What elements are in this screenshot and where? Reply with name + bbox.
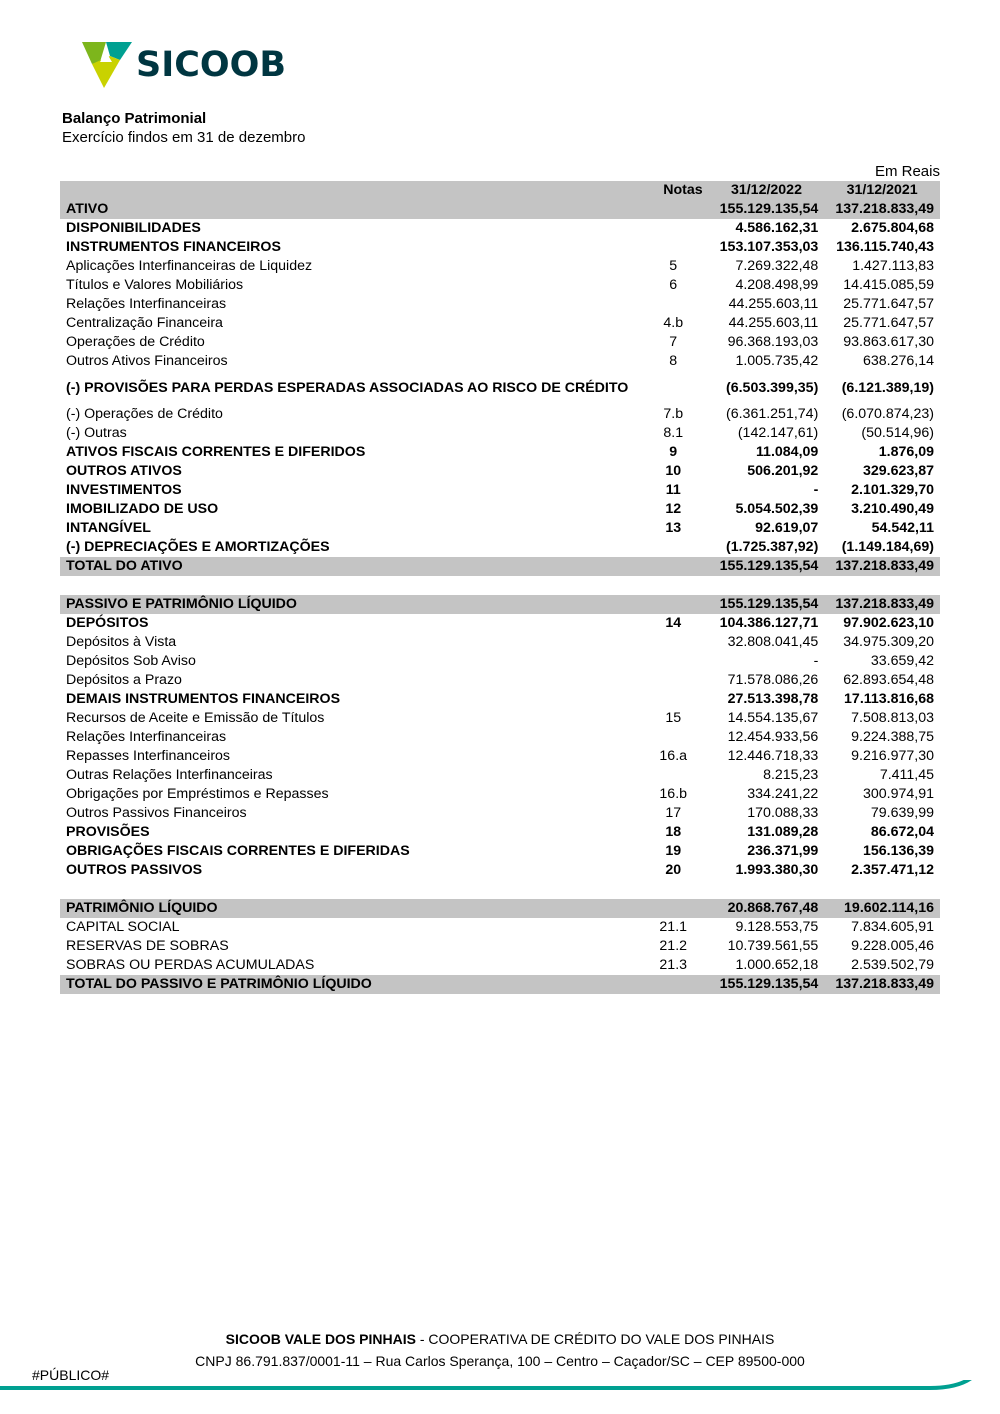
row-value-2021: 34.975.309,20 [843, 634, 934, 650]
row-value-2021: 1.876,09 [878, 444, 934, 460]
row-value-2021: 54.542,11 [871, 520, 934, 536]
row-value-2021: 2.357.471,12 [851, 862, 934, 878]
row-value-2021 [824, 576, 940, 595]
footer-company-desc: - COOPERATIVA DE CRÉDITO DO VALE DOS PINHAIS [415, 1331, 775, 1347]
table-row [60, 200, 940, 219]
row-value-2022: 27.513.398,78 [727, 691, 819, 707]
row-label: INTANGÍVEL [66, 520, 151, 536]
row-label: RESERVAS DE SOBRAS [66, 938, 229, 954]
table-row [60, 842, 940, 861]
header-label [60, 181, 638, 200]
row-value-2021 [824, 880, 940, 899]
row-value-2022: 9.128.553,75 [735, 919, 819, 935]
row-value-2021: 33.659,42 [870, 653, 934, 669]
row-label: Títulos e Valores Mobiliários [66, 277, 244, 293]
row-label: Centralização Financeira [66, 315, 223, 331]
table-row [60, 766, 940, 785]
row-label: Depósitos à Vista [66, 634, 177, 650]
row-value-2021: 86.672,04 [870, 824, 934, 840]
table-row [60, 899, 940, 918]
row-value-2022: 14.554.135,67 [727, 710, 819, 726]
table-row [60, 333, 940, 352]
row-value-2021: 137.218.833,49 [824, 200, 940, 219]
row-value-2022: 104.386.127,71 [719, 615, 819, 631]
row-note [638, 576, 709, 595]
table-row [60, 785, 940, 804]
row-value-2021: 93.863.617,30 [843, 334, 934, 350]
row-label: Relações Interfinanceiras [66, 729, 227, 745]
table-row [60, 861, 940, 880]
row-label: IMOBILIZADO DE USO [66, 501, 219, 517]
row-value-2022: 11.084,09 [755, 444, 819, 460]
table-row [60, 352, 940, 371]
document-title: Balanço Patrimonial [62, 110, 207, 127]
row-value-2021: 19.602.114,16 [824, 899, 940, 918]
row-value-2022: 12.446.718,33 [727, 748, 819, 764]
row-note: 18 [665, 824, 682, 840]
row-label: (-) Operações de Crédito [66, 406, 223, 422]
row-value-2022: 506.201,92 [747, 463, 819, 479]
row-label: Outros Passivos Financeiros [66, 805, 247, 821]
row-value-2021: 79.639,99 [870, 805, 934, 821]
row-note: 8.1 [663, 425, 684, 441]
row-note: 4.b [663, 315, 684, 331]
row-value-2021: 9.224.388,75 [851, 729, 934, 745]
table-row [60, 823, 940, 842]
table-row [60, 314, 940, 333]
row-note [638, 371, 709, 405]
footer-decorative-curve [0, 1380, 1000, 1414]
table-row [60, 219, 940, 238]
row-label: Depósitos Sob Aviso [66, 653, 196, 669]
row-value-2021: 25.771.647,57 [843, 315, 934, 331]
row-label: TOTAL DO ATIVO [60, 557, 638, 576]
row-label: Outras Relações Interfinanceiras [66, 767, 273, 783]
header-2021: 31/12/2021 [824, 181, 940, 200]
table-row [60, 652, 940, 671]
row-note: 21.3 [659, 957, 688, 973]
row-label: Recursos de Aceite e Emissão de Títulos [66, 710, 325, 726]
row-value-2022 [709, 880, 825, 899]
row-note: 20 [665, 862, 682, 878]
table-row [60, 937, 940, 956]
row-value-2022: 44.255.603,11 [728, 296, 819, 312]
row-label: (-) DEPRECIAÇÕES E AMORTIZAÇÕES [66, 539, 330, 555]
row-value-2022: 155.129.135,54 [709, 557, 825, 576]
row-label: Repasses Interfinanceiros [66, 748, 231, 764]
row-note [638, 295, 709, 314]
table-row [60, 295, 940, 314]
table-row [60, 557, 940, 576]
row-note: 17 [665, 805, 682, 821]
row-note [638, 652, 709, 671]
row-value-2021: 2.675.804,68 [851, 220, 934, 236]
row-label: PASSIVO E PATRIMÔNIO LÍQUIDO [60, 595, 638, 614]
row-label: OUTROS PASSIVOS [66, 862, 203, 878]
row-value-2021: (6.121.389,19) [841, 379, 934, 396]
row-value-2022: 236.371,99 [747, 843, 819, 859]
row-value-2022: 8.215,23 [763, 767, 819, 783]
row-value-2022: 12.454.933,56 [727, 729, 819, 745]
table-row [60, 257, 940, 276]
row-label: Outros Ativos Financeiros [66, 353, 228, 369]
row-label: (-) Outras [66, 425, 127, 441]
table-row [60, 975, 940, 994]
row-value-2022: 44.255.603,11 [728, 315, 819, 331]
table-row [60, 462, 940, 481]
row-value-2021: 25.771.647,57 [843, 296, 934, 312]
row-value-2022 [709, 576, 825, 595]
row-label: Relações Interfinanceiras [66, 296, 227, 312]
row-value-2021: 17.113.816,68 [844, 691, 934, 707]
row-value-2021: 62.893.654,48 [843, 672, 934, 688]
row-value-2021: 136.115.740,43 [836, 239, 934, 255]
row-label: ATIVO [60, 200, 638, 219]
row-value-2022: (1.725.387,92) [726, 539, 819, 555]
table-row [60, 538, 940, 557]
spacer-row [60, 576, 940, 595]
row-value-2022: 1.005.735,42 [735, 353, 819, 369]
row-label: INSTRUMENTOS FINANCEIROS [66, 239, 281, 255]
table-row [60, 709, 940, 728]
table-row [60, 238, 940, 257]
row-note [638, 200, 709, 219]
row-value-2022: 334.241,22 [747, 786, 819, 802]
row-value-2021: 137.218.833,49 [824, 975, 940, 994]
row-label: CAPITAL SOCIAL [66, 919, 180, 935]
row-label: DISPONIBILIDADES [66, 220, 201, 236]
footer [0, 1328, 1000, 1372]
table-row [60, 595, 940, 614]
table-row [60, 956, 940, 975]
table-row [60, 424, 940, 443]
spacer-row [60, 880, 940, 899]
row-note: 16.b [659, 786, 688, 802]
row-value-2021: 156.136,39 [862, 843, 934, 859]
row-value-2021: 97.902.623,10 [843, 615, 934, 631]
sicoob-logo [82, 42, 286, 88]
row-value-2022: - [813, 653, 819, 669]
document-subtitle: Exercício findos em 31 de dezembro [62, 129, 306, 146]
row-label: PATRIMÔNIO LÍQUIDO [60, 899, 638, 918]
row-value-2022: - [813, 482, 819, 498]
row-note: 16.a [659, 748, 688, 764]
row-note [638, 557, 709, 576]
row-value-2022: 155.129.135,54 [709, 595, 825, 614]
row-note: 13 [665, 520, 682, 536]
header-notes: Notas [638, 181, 709, 200]
row-label: Aplicações Interfinanceiras de Liquidez [66, 258, 313, 274]
table-row [60, 690, 940, 709]
row-note [638, 538, 709, 557]
row-label [60, 576, 638, 595]
table-header-row [60, 181, 940, 200]
row-value-2021: (1.149.184,69) [841, 539, 934, 555]
row-note [638, 899, 709, 918]
row-note: 19 [665, 843, 682, 859]
row-value-2022: 32.808.041,45 [727, 634, 819, 650]
row-note: 5 [669, 258, 678, 274]
classification-label: #PÚBLICO# [32, 1367, 110, 1383]
table-row [60, 405, 940, 424]
table-row [60, 500, 940, 519]
row-value-2022: (6.503.399,35) [726, 379, 819, 396]
row-note [638, 975, 709, 994]
row-value-2022: (142.147,61) [737, 425, 819, 441]
row-value-2021: 300.974,91 [862, 786, 934, 802]
table-row [60, 804, 940, 823]
row-value-2022: 131.089,28 [747, 824, 819, 840]
row-value-2022: 170.088,33 [747, 805, 819, 821]
footer-company-name: SICOOB VALE DOS PINHAIS [225, 1331, 416, 1347]
table-row [60, 633, 940, 652]
row-value-2022: 4.208.498,99 [735, 277, 819, 293]
row-value-2021: 329.623,87 [862, 463, 934, 479]
table-row [60, 728, 940, 747]
row-label: OBRIGAÇÕES FISCAIS CORRENTES E DIFERIDAS [66, 843, 410, 859]
logo-text: SICOOB [136, 45, 287, 85]
row-note [638, 880, 709, 899]
row-label: Operações de Crédito [66, 334, 205, 350]
row-value-2022: 155.129.135,54 [709, 975, 825, 994]
row-note: 10 [665, 463, 682, 479]
row-note: 11 [665, 482, 681, 498]
row-value-2022: 7.269.322,48 [735, 258, 819, 274]
table-row [60, 747, 940, 766]
row-label: PROVISÕES [66, 824, 150, 840]
table-row [60, 276, 940, 295]
row-label: SOBRAS OU PERDAS ACUMULADAS [66, 957, 315, 973]
row-value-2022: 1.993.380,30 [735, 862, 819, 878]
row-value-2022: 5.054.502,39 [735, 501, 819, 517]
row-label [60, 880, 638, 899]
row-note: 9 [669, 444, 678, 460]
row-note: 12 [665, 501, 682, 517]
row-note [638, 671, 709, 690]
table-row [60, 443, 940, 462]
row-value-2022: (6.361.251,74) [726, 406, 819, 422]
row-value-2021: 137.218.833,49 [824, 595, 940, 614]
row-note: 14 [665, 615, 682, 631]
row-value-2021: (50.514,96) [861, 425, 934, 441]
row-note [638, 728, 709, 747]
row-note: 15 [665, 710, 682, 726]
row-label: OUTROS ATIVOS [66, 463, 182, 479]
row-label: Obrigações por Empréstimos e Repasses [66, 786, 329, 802]
row-value-2021: 7.411,45 [879, 767, 934, 783]
row-value-2021: 9.228.005,46 [851, 938, 934, 954]
table-row [60, 614, 940, 633]
table-row [60, 371, 940, 405]
row-value-2021: 3.210.490,49 [851, 501, 934, 517]
row-note: 6 [669, 277, 678, 293]
row-value-2021: 2.539.502,79 [851, 957, 934, 973]
row-label: (-) PROVISÕES PARA PERDAS ESPERADAS ASSOCIADAS AO RISCO DE CRÉDITO [66, 380, 629, 396]
sicoob-triangle-icon [82, 42, 132, 88]
title-block [62, 110, 305, 147]
row-label: DEPÓSITOS [66, 615, 149, 631]
currency-unit: Em Reais [874, 163, 940, 180]
table-row [60, 481, 940, 500]
row-label: INVESTIMENTOS [66, 482, 182, 498]
row-value-2022: 96.368.193,03 [727, 334, 819, 350]
row-note: 8 [669, 353, 678, 369]
row-value-2021: 7.834.605,91 [851, 919, 934, 935]
row-value-2022: 71.578.086,26 [727, 672, 819, 688]
row-value-2021: 638.276,14 [862, 353, 934, 369]
row-note: 21.1 [659, 919, 688, 935]
balance-sheet-table [60, 181, 940, 994]
row-note [638, 690, 709, 709]
row-note [638, 633, 709, 652]
table-row [60, 519, 940, 538]
row-note [638, 238, 709, 257]
row-value-2022: 153.107.353,03 [719, 239, 819, 255]
row-value-2021: 2.101.329,70 [851, 482, 934, 498]
header-2022: 31/12/2022 [709, 181, 825, 200]
row-value-2021: 9.216.977,30 [851, 748, 934, 764]
row-value-2021: 137.218.833,49 [824, 557, 940, 576]
row-value-2021: (6.070.874,23) [841, 406, 934, 422]
row-label: Depósitos a Prazo [66, 672, 182, 688]
row-note: 7 [669, 334, 678, 350]
table-row [60, 918, 940, 937]
footer-company [0, 1328, 1000, 1350]
row-value-2022: 155.129.135,54 [709, 200, 825, 219]
row-note: 21.2 [659, 938, 688, 954]
row-note: 7.b [663, 406, 684, 422]
row-value-2021: 1.427.113,83 [852, 258, 934, 274]
row-note [638, 219, 709, 238]
row-value-2022: 20.868.767,48 [709, 899, 825, 918]
row-value-2021: 7.508.813,03 [851, 710, 934, 726]
row-value-2021: 14.415.085,59 [843, 277, 934, 293]
row-label: TOTAL DO PASSIVO E PATRIMÔNIO LÍQUIDO [60, 975, 638, 994]
row-label: ATIVOS FISCAIS CORRENTES E DIFERIDOS [66, 444, 366, 460]
row-label: DEMAIS INSTRUMENTOS FINANCEIROS [66, 691, 341, 707]
row-value-2022: 92.619,07 [755, 520, 819, 536]
footer-address: CNPJ 86.791.837/0001-11 – Rua Carlos Sperança, 100 – Centro – Caçador/SC – CEP 89500-000 [195, 1353, 805, 1369]
row-value-2022: 4.586.162,31 [735, 220, 819, 236]
row-value-2022: 1.000.652,18 [735, 957, 819, 973]
row-note [638, 595, 709, 614]
row-note [638, 766, 709, 785]
row-value-2022: 10.739.561,55 [727, 938, 819, 954]
table-row [60, 671, 940, 690]
